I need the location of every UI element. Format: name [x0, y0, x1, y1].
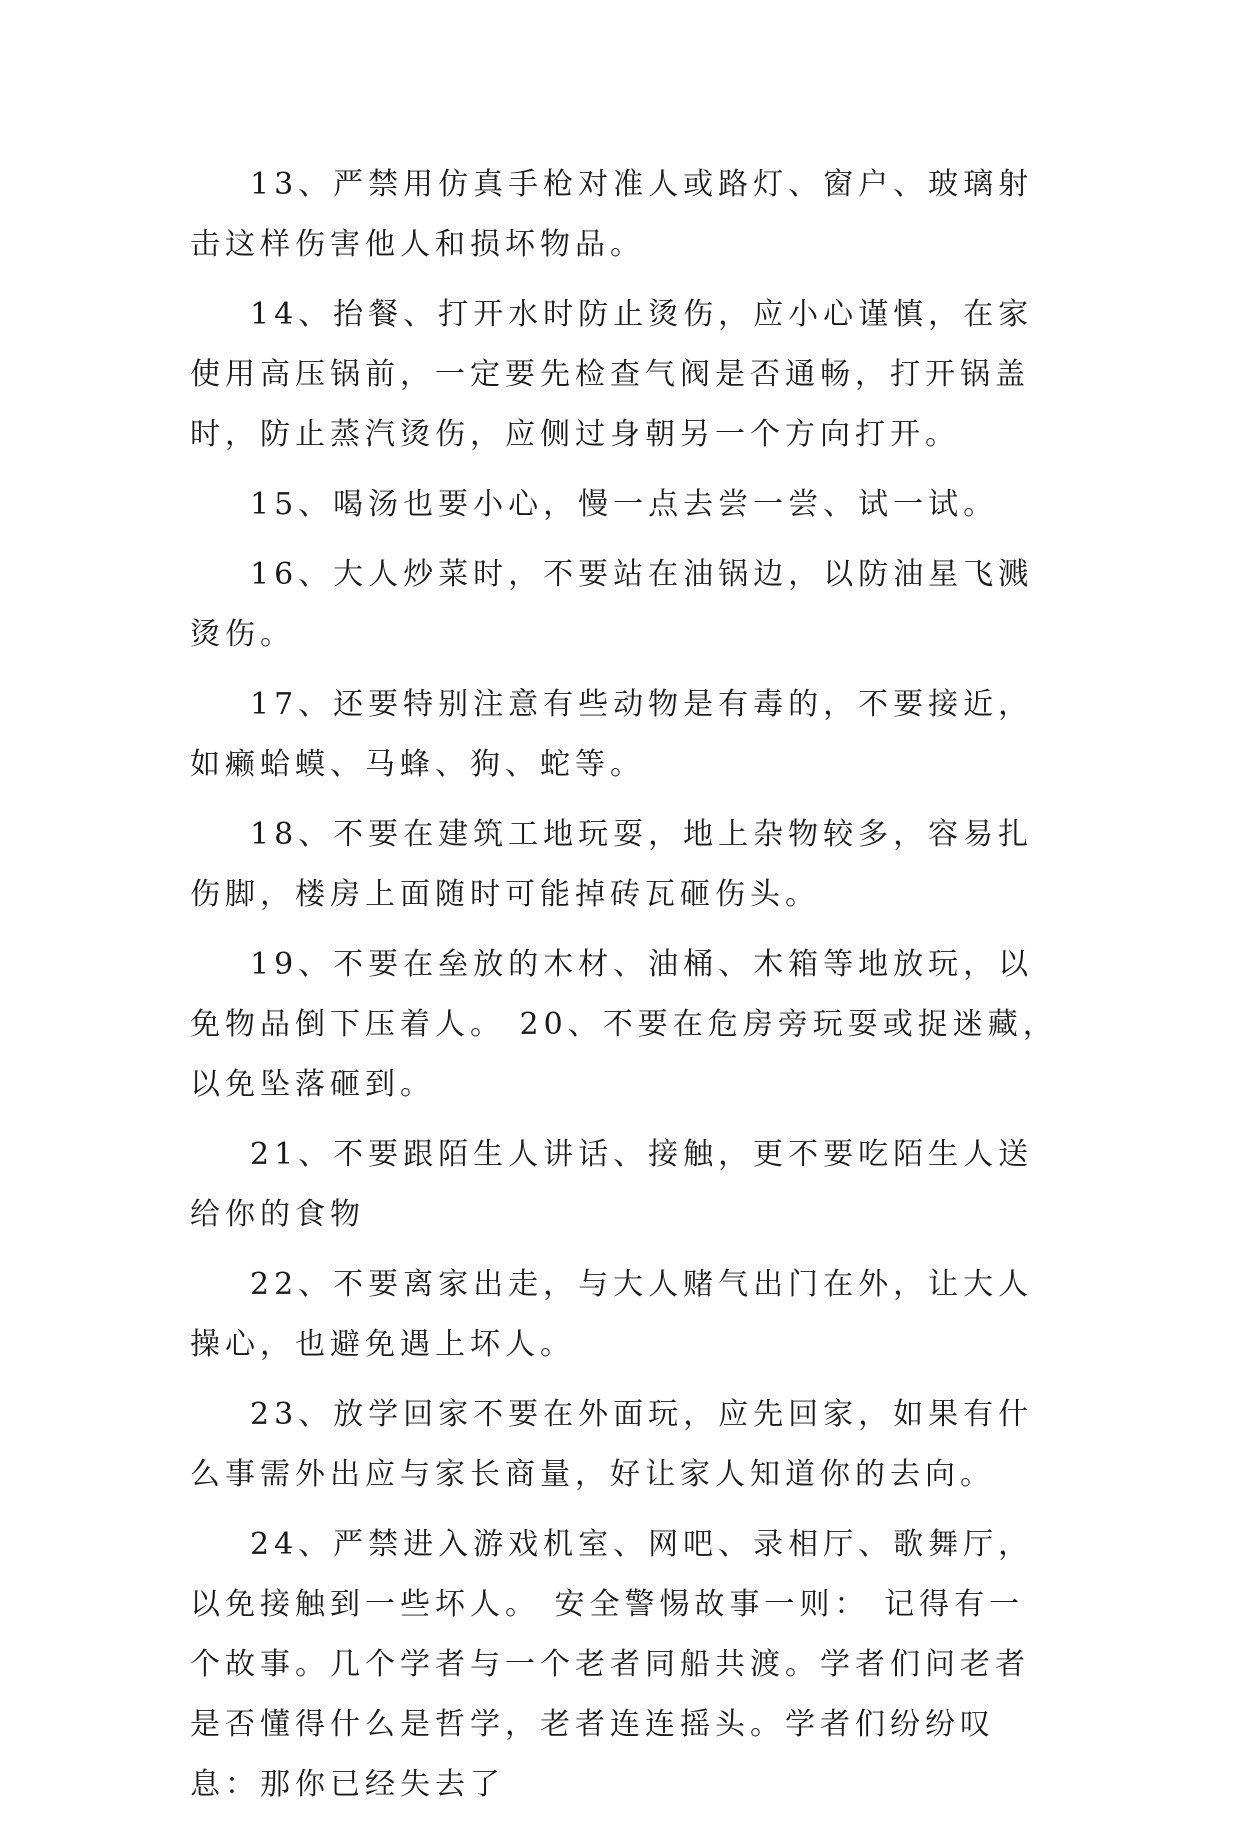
paragraph-18: 18、不要在建筑工地玩耍，地上杂物较多，容易扎伤脚，楼房上面随时可能掉砖瓦砸伤头。: [190, 817, 1034, 912]
paragraph-13: 13、严禁用仿真手枪对准人或路灯、窗户、玻璃射击这样伤害他人和损坏物品。: [190, 167, 1034, 262]
document-body: [190, 155, 1058, 1825]
paragraph-16: 16、大人炒菜时，不要站在油锅边，以防油星飞溅烫伤。: [190, 557, 1034, 652]
paragraph-22: 22、不要离家出走，与大人赌气出门在外，让大人操心，也避免遇上坏人。: [190, 1267, 1034, 1362]
paragraph-21: 21、不要跟陌生人讲话、接触，更不要吃陌生人送给你的食物: [190, 1137, 1034, 1232]
paragraph-24: 24、严禁进入游戏机室、网吧、录相厅、歌舞厅，以免接触到一些坏人。 安全警惕故事一则： 记得有一个故事。几个学者与一个老者同船共渡。学者们问老者是否懂得什么是哲学，老者连连摇头。学者们纷纷叹息：那你已经失去了: [190, 1527, 1034, 1802]
paragraph-19-20: 19、不要在垒放的木材、油桶、木箱等地放玩，以免物品倒下压着人。 20、不要在危房旁玩耍或捉迷藏，以免坠落砸到。: [190, 947, 1058, 1102]
paragraph-17: 17、还要特别注意有些动物是有毒的，不要接近，如癞蛤蟆、马蜂、狗、蛇等。: [190, 687, 1034, 782]
paragraph-14: 14、抬餐、打开水时防止烫伤，应小心谨慎，在家使用高压锅前，一定要先检查气阀是否通畅，打开锅盖时，防止蒸汽烫伤，应侧过身朝另一个方向打开。: [190, 297, 1034, 452]
paragraph-23: 23、放学回家不要在外面玩，应先回家，如果有什么事需外出应与家长商量，好让家人知道你的去向。: [190, 1397, 1034, 1492]
paragraph-15: 15、喝汤也要小心，慢一点去尝一尝、试一试。: [250, 487, 999, 522]
